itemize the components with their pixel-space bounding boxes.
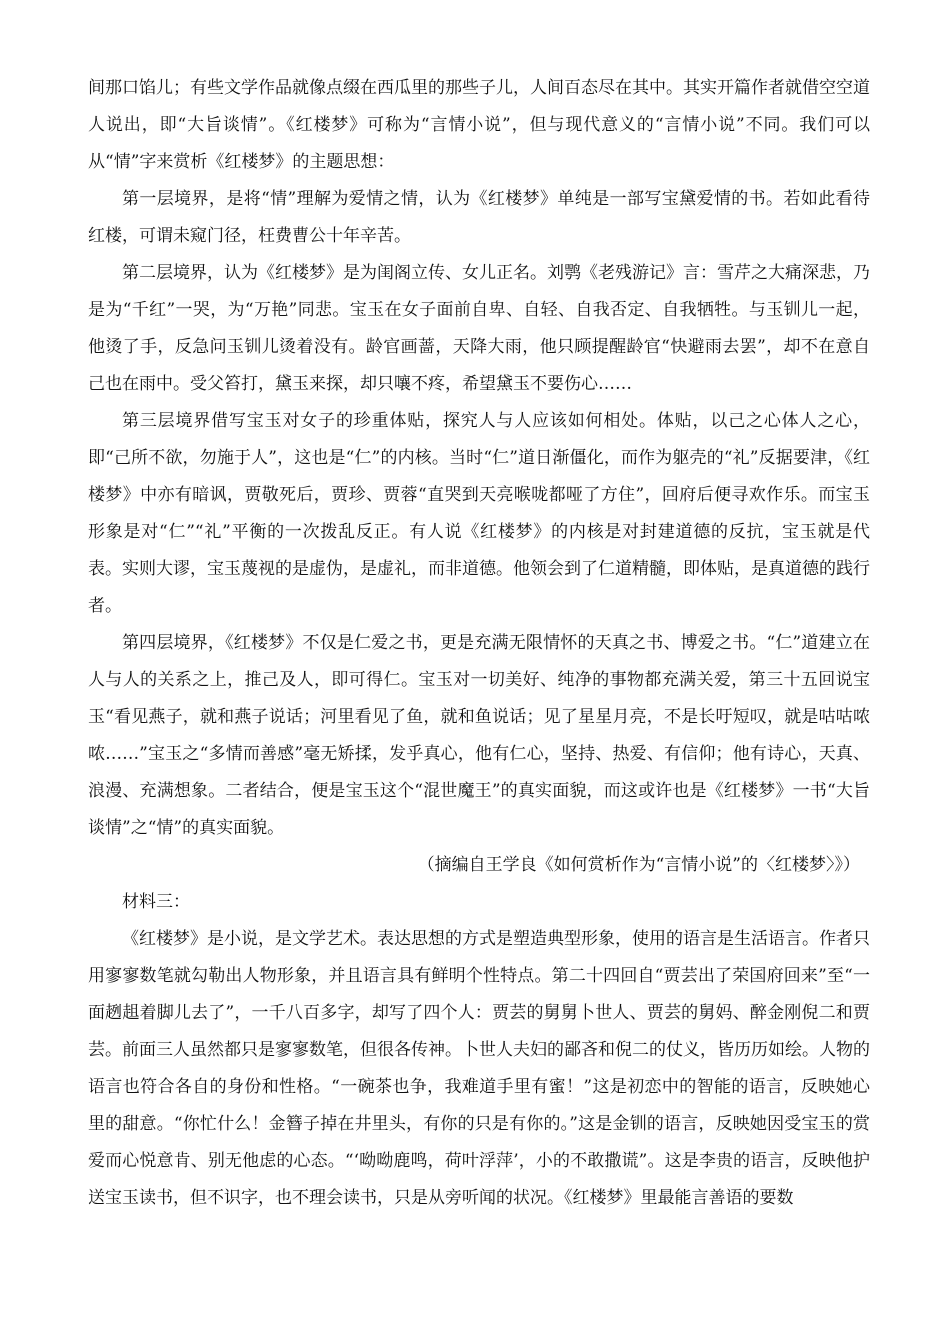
intro-paragraph: 间那口馅儿；有些文学作品就像点缀在西瓜里的那些子儿，人间百态尽在其中。其实开篇作者就借空空道人说出，即“大旨谈情”。《红楼梦》可称为“言情小说”，但与现代意义的“言情小说”不同。我们可以从“情”字来赏析《红楼梦》的主题思想：	[88, 78, 870, 172]
level-four-paragraph: 第四层境界，《红楼梦》不仅是仁爱之书，更是充满无限情怀的天真之书、博爱之书。“仁”道建立在人与人的关系之上，推己及人，即可得仁。宝玉对一切美好、纯净的事物都充满关爱，第三十五回说宝玉“看见燕子，就和燕子说话；河里看见了鱼，就和鱼说话；见了星星月亮，不是长吁短叹，就是咕咕哝哝……”宝玉之“多情而善感”毫无矫揉，发乎真心，他有仁心，坚持、热爱、有信仰；他有诗心，天真、浪漫、充满想象。二者结合，便是宝玉这个“混世魔王”的真实面貌，而这或许也是《红楼梦》一书“大旨谈情”之“情”的真实面貌。	[88, 633, 870, 838]
material-three-paragraph: 《红楼梦》是小说，是文学艺术。表达思想的方式是塑造典型形象，使用的语言是生活语言。作者只用寥寥数笔就勾勒出人物形象，并且语言具有鲜明个性特点。第二十四回自“贾芸出了荣国府回来”至“一面趔趄着脚儿去了”，一千八百多字，却写了四个人：贾芸的舅舅卜世人、贾芸的舅妈、醉金刚倪二和贾芸。前面三人虽然都只是寥寥数笔，但很各传神。卜世人夫妇的鄙吝和倪二的仗义，皆历历如绘。人物的语言也符合各自的身份和性格。“一碗茶也争，我难道手里有蜜！”这是初恋中的智能的语言，反映她心里的甜意。“你忙什么！金簪子掉在井里头，有你的只是有你的。”这是金钏的语言，反映她因受宝玉的赏爱而心悦意肯、别无他虑的心态。“‘呦呦鹿鸣，荷叶浮萍’，小的不敢撒谎”。这是李贵的语言，反映他护送宝玉读书，但不识字，也不理会读书，只是从旁听闻的状况。《红楼梦》里最能言善语的要数	[88, 929, 870, 1208]
level-three-paragraph: 第三层境界借写宝玉对女子的珍重体贴，探究人与人应该如何相处。体贴，以己之心体人之心，即“己所不欲，勿施于人”，这也是“仁”的内核。当时“仁”道日渐僵化，而作为躯壳的“礼”反据要津，《红楼梦》中亦有暗讽，贾敬死后，贾珍、贾蓉“直哭到天亮喉咙都哑了方住”，回府后便寻欢作乐。而宝玉形象是对“仁”“礼”平衡的一次拨乱反正。有人说《红楼梦》的内核是对封建道德的反抗，宝玉就是代表。实则大谬，宝玉蔑视的是虚伪，是虚礼，而非道德。他领会到了仁道精髓，即体贴，是真道德的践行者。	[88, 411, 870, 616]
level-two-paragraph: 第二层境界，认为《红楼梦》是为闺阁立传、女儿正名。刘鹗《老残游记》言：雪芹之大痛深悲，乃是为“千红”一哭，为“万艳”同悲。宝玉在女子面前自卑、自轻、自我否定、自我牺牲。与玉钏儿一起，他烫了手，反急问玉钏儿烫着没有。龄官画蔷，天降大雨，他只顾提醒龄官“快避雨去罢”，却不在意自己也在雨中。受父笞打，黛玉来探，却只嚷不疼，希望黛玉不要伤心……	[88, 263, 870, 394]
material-three-heading: 材料三：	[122, 892, 190, 912]
level-one-paragraph: 第一层境界，是将“情”理解为爱情之情，认为《红楼梦》单纯是一部写宝黛爱情的书。若如此看待红楼，可谓未窥门径，枉费曹公十年辛苦。	[88, 189, 870, 246]
source-citation: （摘编自王学良《如何赏析作为“言情小说”的〈红楼梦〉》）	[417, 855, 860, 875]
